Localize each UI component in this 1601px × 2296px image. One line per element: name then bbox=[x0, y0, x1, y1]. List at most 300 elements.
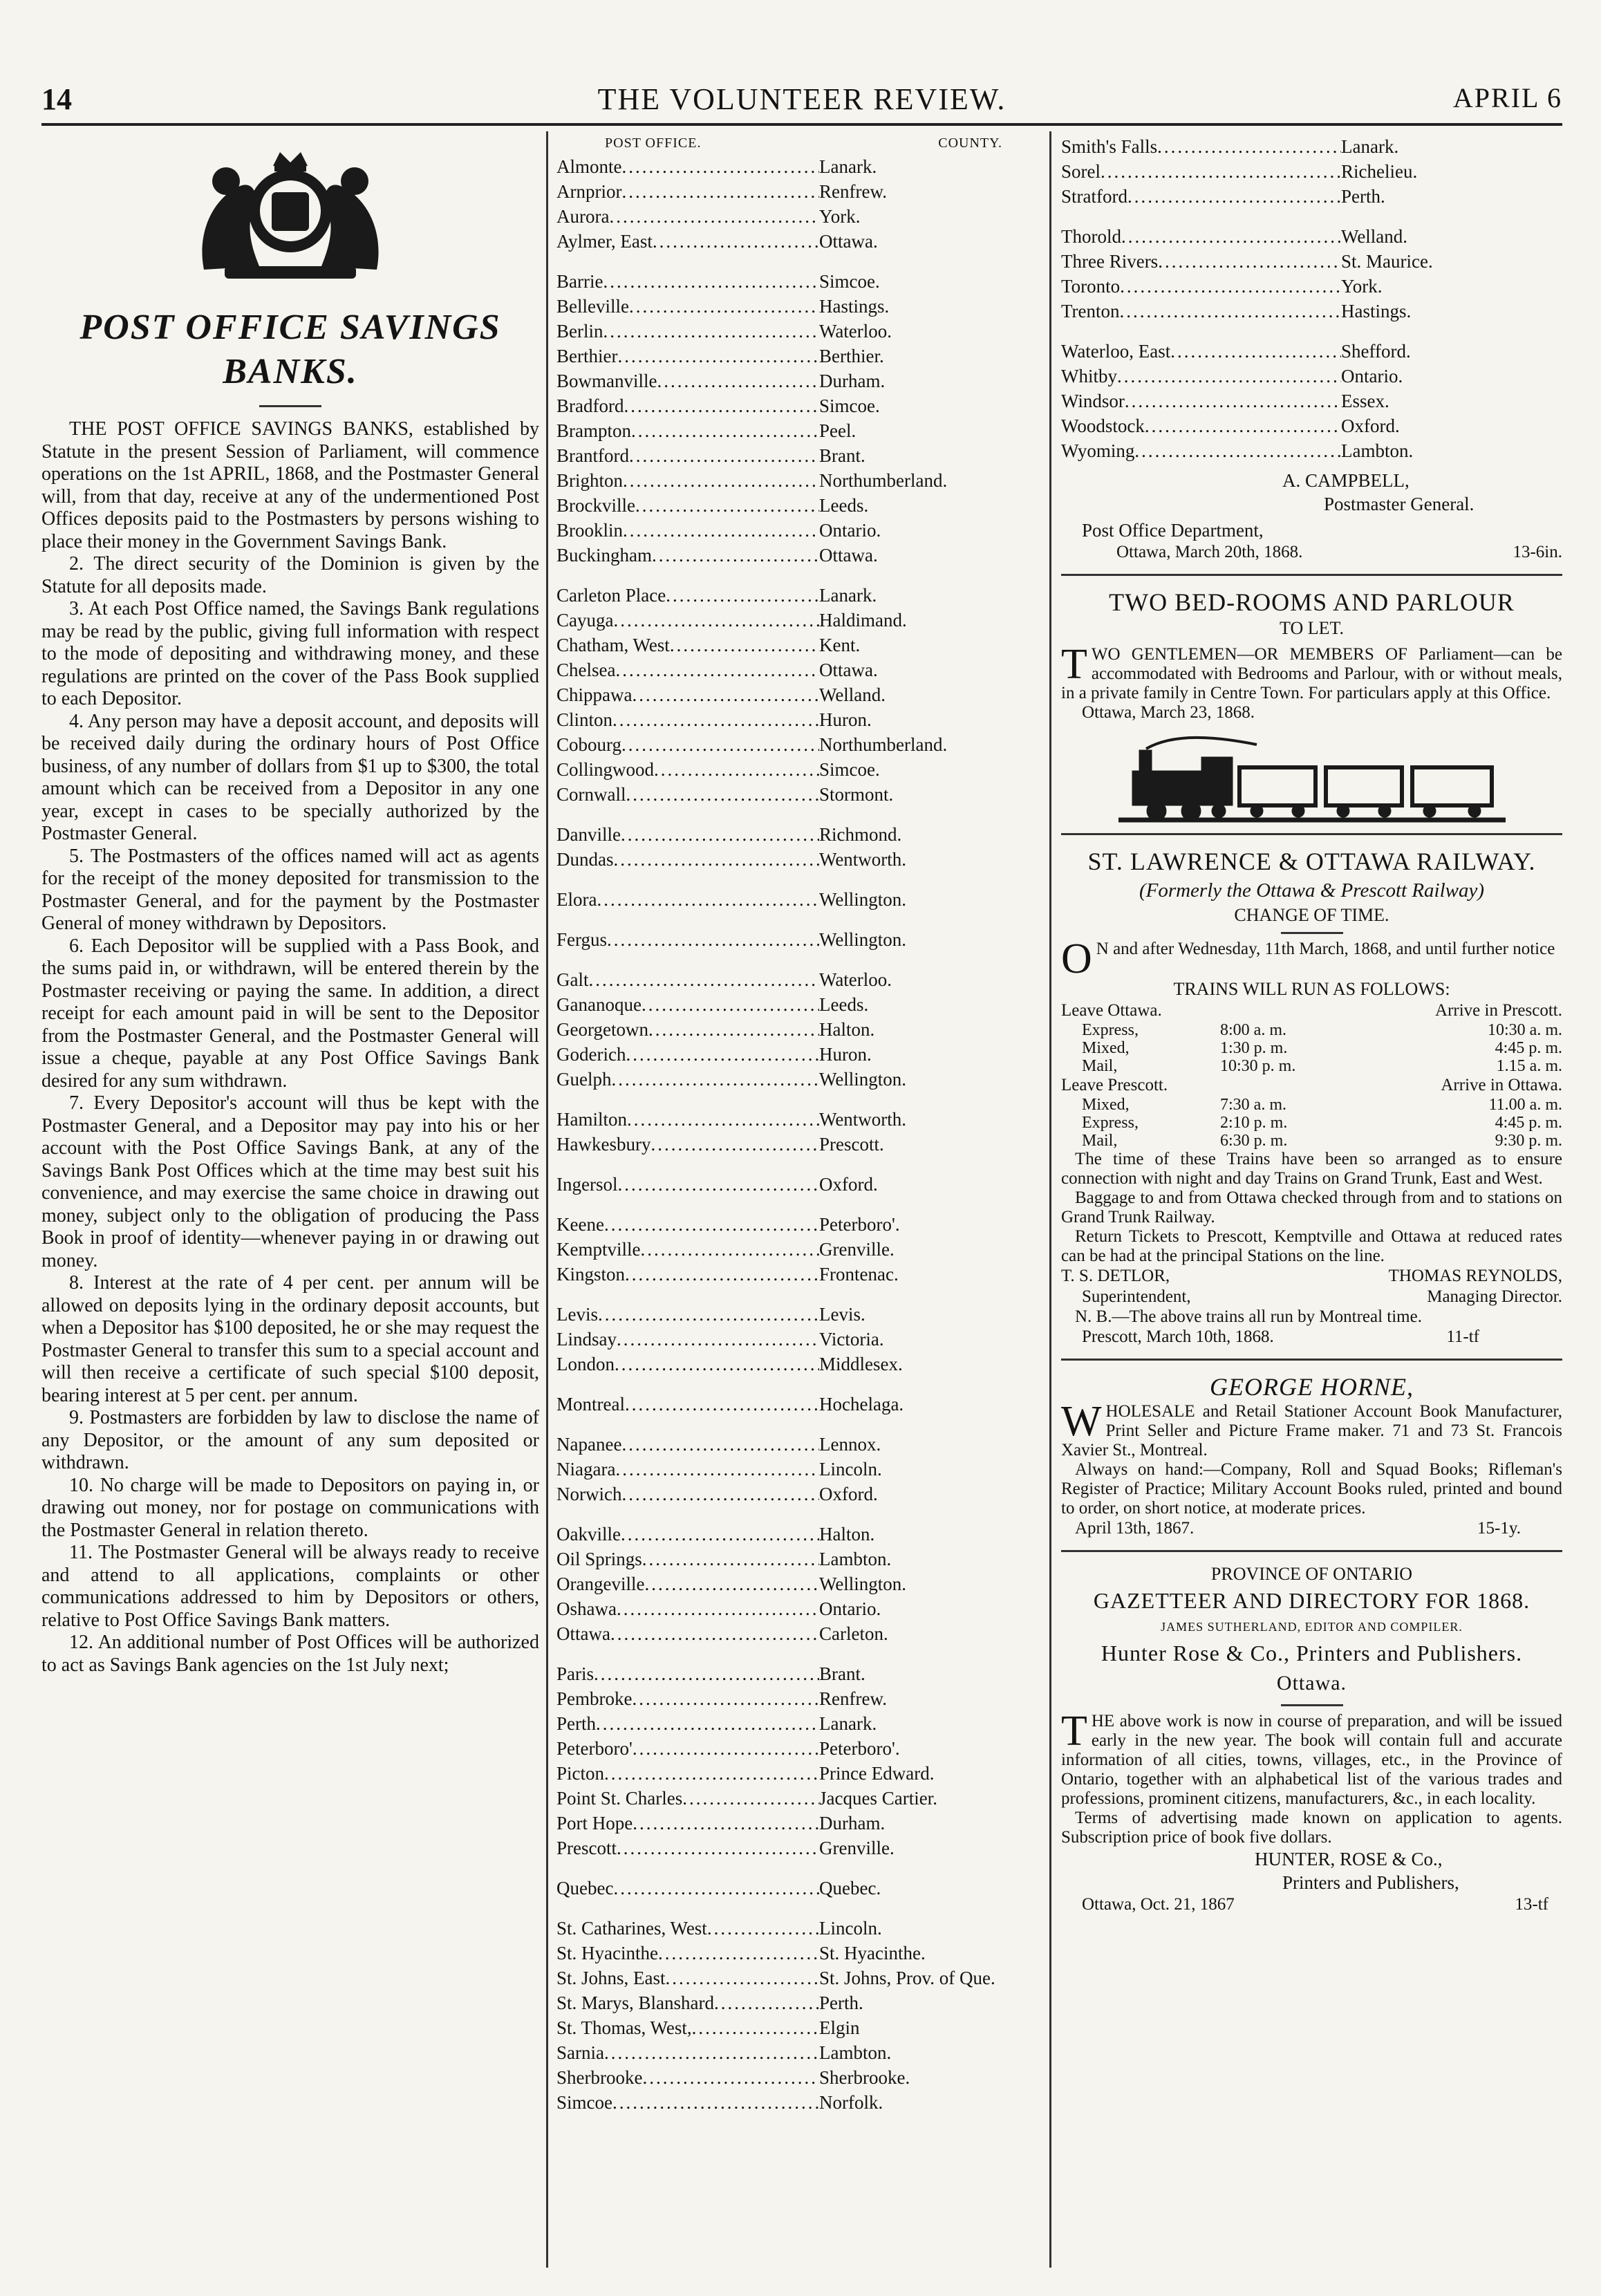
post-office-name: Barrie bbox=[556, 271, 603, 292]
post-office-name: St. Marys, Blanshard bbox=[556, 1992, 714, 2013]
gazetteer-text: HE above work is now in course of preparation, and will be issued early in the new year. The book will contain full and accurate information of all cities, towns, villages, etc., in the Province of Ontario, together with an alphabetical list of the various trades and professions, prominent citizens, manufacturers, &c., in each locality. bbox=[1061, 1712, 1562, 1808]
post-office-row bbox=[556, 1067, 1016, 1092]
signature-name: A. CAMPBELL, bbox=[1282, 470, 1410, 491]
post-office-name: Brighton bbox=[556, 470, 624, 491]
county-name: Waterloo. bbox=[819, 969, 892, 990]
county-name: York. bbox=[1341, 276, 1383, 297]
county-name: Ottawa. bbox=[819, 660, 878, 680]
post-office-row bbox=[556, 1522, 1016, 1547]
director-name: THOMAS REYNOLDS, bbox=[1388, 1267, 1562, 1285]
arrival-time: 4:45 p. m. bbox=[1495, 1114, 1562, 1132]
leader-dots bbox=[1101, 159, 1341, 184]
post-office-name: Point St. Charles bbox=[556, 1788, 683, 1809]
leader-dots bbox=[642, 2065, 819, 2090]
post-office-row bbox=[556, 1547, 1016, 1571]
post-office-row bbox=[556, 887, 1016, 912]
leader-dots bbox=[612, 707, 819, 732]
post-office-row bbox=[556, 927, 1016, 952]
leader-dots bbox=[621, 1482, 819, 1506]
leader-dots bbox=[609, 204, 819, 229]
article-title bbox=[41, 306, 539, 394]
county-name: Ontario. bbox=[819, 520, 881, 541]
leader-dots bbox=[617, 1596, 819, 1621]
railway-intro: N and after Wednesday, 11th March, 1868, and until further notice bbox=[1096, 940, 1555, 958]
article-paragraph: 3. At each Post Office named, the Savings Bank regulations may be read by the public, giving full information with respect to the mode of depositing and withdrawing money, and these regulations are printed on the cover of the Pass Book supplied to each Depositor. bbox=[41, 598, 539, 709]
leader-dots bbox=[1157, 134, 1341, 159]
leave-prescott: Leave Prescott. bbox=[1061, 1076, 1168, 1094]
gazetteer-editor: JAMES SUTHERLAND, EDITOR AND COMPILER. bbox=[1161, 1620, 1463, 1634]
post-office-name: Sarnia bbox=[556, 2042, 604, 2063]
post-office-row bbox=[1061, 249, 1562, 274]
arrival-time: 9:30 p. m. bbox=[1495, 1132, 1562, 1150]
post-office-name: Oshawa bbox=[556, 1598, 617, 1619]
county-name: Levis. bbox=[819, 1304, 865, 1325]
schedule-row bbox=[1061, 1057, 1562, 1075]
county-name: Lambton. bbox=[1341, 440, 1414, 461]
drop-cap: W bbox=[1061, 1398, 1102, 1445]
leader-dots bbox=[604, 2040, 819, 2065]
superintendent-title: Superintendent, bbox=[1082, 1287, 1191, 1306]
department-date: Ottawa, March 20th, 1868. bbox=[1116, 543, 1303, 561]
divider bbox=[1061, 1359, 1562, 1361]
article-body bbox=[41, 418, 539, 1677]
leader-dots bbox=[621, 1522, 819, 1547]
leader-dots bbox=[615, 657, 819, 682]
county-name: Lanark. bbox=[819, 1713, 877, 1734]
ad-bedrooms bbox=[1061, 587, 1562, 722]
post-office-group bbox=[556, 887, 1016, 912]
column-article bbox=[41, 131, 539, 2268]
post-office-row bbox=[556, 682, 1016, 707]
leader-dots bbox=[594, 1661, 819, 1686]
header-post-office: POST OFFICE. bbox=[605, 136, 702, 151]
post-office-name: Windsor bbox=[1061, 391, 1125, 411]
leader-dots bbox=[682, 1786, 819, 1811]
post-office-name: Sherbrooke bbox=[556, 2067, 643, 2088]
post-office-name: Goderich bbox=[556, 1044, 626, 1065]
county-name: St. Maurice. bbox=[1341, 251, 1433, 272]
county-name: Wellington. bbox=[819, 1574, 907, 1594]
post-office-row bbox=[556, 1711, 1016, 1736]
post-office-name: Bradford bbox=[556, 395, 624, 416]
leader-dots bbox=[1125, 389, 1341, 413]
post-office-row bbox=[556, 657, 1016, 682]
leader-dots bbox=[611, 1067, 819, 1092]
leader-dots bbox=[1158, 249, 1341, 274]
county-name: Brant. bbox=[819, 445, 865, 466]
post-office-list-continued bbox=[1061, 134, 1562, 463]
page-number: 14 bbox=[41, 82, 72, 116]
schedule-from-prescott bbox=[1061, 1096, 1562, 1150]
county-name: Leeds. bbox=[819, 994, 869, 1015]
leader-dots bbox=[654, 757, 819, 782]
leader-dots bbox=[1145, 413, 1341, 438]
post-office-group bbox=[556, 583, 1016, 807]
header-county: COUNTY. bbox=[938, 136, 1002, 151]
post-office-group bbox=[556, 1107, 1016, 1157]
schedule-row bbox=[1061, 1039, 1562, 1057]
county-name: Quebec. bbox=[819, 1878, 881, 1898]
arrival-time: 10:30 a. m. bbox=[1488, 1021, 1562, 1039]
column-advertisements bbox=[1061, 131, 1562, 2268]
county-name: Richmond. bbox=[819, 824, 902, 845]
leader-dots bbox=[653, 229, 819, 254]
post-office-name: Gananoque bbox=[556, 994, 642, 1015]
post-office-name: Trenton bbox=[1061, 301, 1120, 321]
gazetteer-line: PROVINCE OF ONTARIO bbox=[1210, 1564, 1413, 1584]
county-name: Carleton. bbox=[819, 1623, 888, 1644]
railway-note: Return Tickets to Prescott, Kemptville and Ottawa at reduced rates can be had at the principal Stations on the line. bbox=[1061, 1227, 1562, 1265]
leader-dots bbox=[623, 518, 819, 543]
post-office-row bbox=[556, 732, 1016, 757]
divider bbox=[1061, 1550, 1562, 1552]
county-name: Oxford. bbox=[819, 1484, 878, 1504]
post-office-name: Danville bbox=[556, 824, 621, 845]
county-name: Simcoe. bbox=[819, 271, 880, 292]
drop-cap: T bbox=[1061, 1708, 1087, 1755]
leader-dots bbox=[596, 1711, 819, 1736]
post-office-name: Norwich bbox=[556, 1484, 622, 1504]
leader-dots bbox=[621, 822, 819, 847]
railway-date: Prescott, March 10th, 1868. bbox=[1082, 1327, 1274, 1346]
post-office-name: London bbox=[556, 1354, 615, 1374]
post-office-row bbox=[556, 1966, 1016, 1990]
post-office-row bbox=[556, 822, 1016, 847]
post-office-name: Arnprior bbox=[556, 181, 622, 202]
post-office-row bbox=[556, 1686, 1016, 1711]
post-office-name: Clinton bbox=[556, 709, 613, 730]
leader-dots bbox=[613, 608, 819, 633]
county-name: Lennox. bbox=[819, 1434, 881, 1455]
post-office-name: Kingston bbox=[556, 1264, 626, 1285]
gazetteer-ref: 13-tf bbox=[1515, 1895, 1548, 1914]
leader-dots bbox=[614, 847, 820, 872]
horne-title: GEORGE HORNE, bbox=[1210, 1373, 1414, 1401]
post-office-name: Almonte bbox=[556, 156, 622, 177]
post-office-row bbox=[556, 443, 1016, 468]
leader-dots bbox=[625, 1392, 819, 1417]
leader-dots bbox=[707, 1916, 819, 1941]
arrival-time: 1.15 a. m. bbox=[1496, 1057, 1562, 1075]
post-office-row bbox=[556, 1302, 1016, 1327]
post-office-row bbox=[556, 154, 1016, 179]
post-office-row bbox=[556, 393, 1016, 418]
county-name: Northumberland. bbox=[819, 470, 948, 491]
gazetteer-title: GAZETTEER AND DIRECTORY FOR 1868. bbox=[1093, 1588, 1530, 1613]
locomotive-illustration-icon bbox=[1118, 729, 1506, 826]
post-office-row bbox=[1061, 224, 1562, 249]
leader-dots bbox=[627, 1107, 819, 1132]
county-name: Wellington. bbox=[819, 1069, 907, 1090]
post-office-row bbox=[556, 633, 1016, 657]
county-name: Grenville. bbox=[819, 1838, 895, 1858]
post-office-row bbox=[556, 204, 1016, 229]
leader-dots bbox=[604, 1761, 819, 1786]
county-name: Hastings. bbox=[819, 296, 890, 317]
post-office-row bbox=[556, 2015, 1016, 2040]
leader-dots bbox=[607, 927, 819, 952]
post-office-name: Ottawa bbox=[556, 1623, 610, 1644]
post-office-name: Waterloo, East bbox=[1061, 341, 1171, 362]
post-office-name: Fergus bbox=[556, 929, 608, 950]
post-office-group bbox=[556, 1172, 1016, 1197]
post-office-row bbox=[556, 418, 1016, 443]
post-office-group bbox=[556, 154, 1016, 254]
article-paragraph: 7. Every Depositor's account will thus be kept with the Postmaster General, and a Depositor may pay into his or her account with the Post Office Savings Bank, at any of the Savings Bank Post Offices which at the time may best suit his convenience, and may exercise the same choice in drawing out money, subject only to the obligation of producing the Pass Book in proof of identity—whenever paying in or drawing out money. bbox=[41, 1092, 539, 1271]
horne-ref: 15-1y. bbox=[1477, 1519, 1521, 1538]
post-office-name: Brampton bbox=[556, 420, 631, 441]
county-name: Waterloo. bbox=[819, 321, 892, 342]
county-name: Welland. bbox=[1341, 226, 1408, 247]
county-name: Halton. bbox=[819, 1524, 875, 1544]
post-office-group bbox=[556, 1661, 1016, 1860]
county-name: Lambton. bbox=[819, 1549, 892, 1569]
post-office-name: Pembroke bbox=[556, 1688, 633, 1709]
post-office-name: Hawkesbury bbox=[556, 1134, 651, 1155]
county-name: Northumberland. bbox=[819, 734, 948, 755]
post-office-row bbox=[556, 319, 1016, 344]
drop-cap: O bbox=[1061, 935, 1092, 982]
train-type: Express, bbox=[1082, 1114, 1139, 1132]
post-office-name: Wyoming bbox=[1061, 440, 1135, 461]
gazetteer-signature: HUNTER, ROSE & Co., bbox=[1255, 1849, 1443, 1869]
leader-dots bbox=[635, 493, 819, 518]
leader-dots bbox=[621, 732, 819, 757]
postmaster-signature bbox=[1061, 469, 1562, 563]
post-office-row bbox=[556, 1761, 1016, 1786]
departure-time: 8:00 a. m. bbox=[1220, 1021, 1286, 1039]
post-office-group bbox=[556, 822, 1016, 872]
post-office-row bbox=[556, 967, 1016, 992]
post-office-name: Ingersol bbox=[556, 1174, 618, 1195]
post-office-group bbox=[556, 1392, 1016, 1417]
post-office-row bbox=[556, 344, 1016, 368]
director-title: Managing Director. bbox=[1427, 1287, 1562, 1306]
train-type: Mixed, bbox=[1082, 1096, 1130, 1114]
leader-dots bbox=[642, 1547, 819, 1571]
post-office-row bbox=[556, 2065, 1016, 2090]
post-office-name: Brooklin bbox=[556, 520, 624, 541]
post-office-row bbox=[556, 1352, 1016, 1376]
post-office-row bbox=[556, 1107, 1016, 1132]
ad-railway bbox=[1061, 846, 1562, 1347]
county-name: Leeds. bbox=[819, 495, 869, 516]
leader-dots bbox=[603, 269, 819, 294]
post-office-row bbox=[556, 1876, 1016, 1901]
post-office-name: Chatham, West bbox=[556, 635, 670, 655]
post-office-row bbox=[1061, 299, 1562, 324]
post-office-name: Three Rivers bbox=[1061, 251, 1159, 272]
railway-change: CHANGE OF TIME. bbox=[1234, 905, 1389, 925]
leader-dots bbox=[613, 1876, 819, 1901]
schedule-row bbox=[1061, 1096, 1562, 1114]
post-office-name: Niagara bbox=[556, 1459, 616, 1480]
post-office-name: Buckingham bbox=[556, 545, 652, 566]
train-type: Mixed, bbox=[1082, 1039, 1130, 1057]
post-office-name: Kemptville bbox=[556, 1239, 641, 1260]
county-name: Victoria. bbox=[819, 1329, 884, 1350]
post-office-group bbox=[556, 967, 1016, 1092]
leader-dots bbox=[615, 1352, 819, 1376]
gazetteer-city: Ottawa. bbox=[1276, 1672, 1347, 1695]
county-name: Wellington. bbox=[819, 889, 907, 910]
post-office-name: Oil Springs bbox=[556, 1549, 642, 1569]
horne-text: Always on hand:—Company, Roll and Squad Books; Rifleman's Register of Practice; Military Account Books ruled, printed and bound to order, on short notice, at moderate prices. bbox=[1061, 1460, 1562, 1518]
post-office-name: Sorel bbox=[1061, 161, 1101, 182]
county-name: Shefford. bbox=[1341, 341, 1411, 362]
departure-time: 6:30 p. m. bbox=[1220, 1132, 1288, 1150]
post-office-row bbox=[1061, 389, 1562, 413]
leader-dots bbox=[1134, 438, 1341, 463]
post-office-row bbox=[556, 294, 1016, 319]
leader-dots bbox=[632, 1686, 819, 1711]
post-office-row bbox=[556, 368, 1016, 393]
post-office-group bbox=[556, 1212, 1016, 1287]
post-office-name: Orangeville bbox=[556, 1574, 645, 1594]
county-name: Wentworth. bbox=[819, 1109, 907, 1130]
schedule-row bbox=[1061, 1021, 1562, 1039]
post-office-row bbox=[556, 1172, 1016, 1197]
county-name: Simcoe. bbox=[819, 759, 880, 780]
divider bbox=[1281, 1704, 1343, 1706]
county-name: Renfrew. bbox=[819, 1688, 887, 1709]
gazetteer-date: Ottawa, Oct. 21, 1867 bbox=[1082, 1895, 1235, 1914]
leader-dots bbox=[622, 154, 820, 179]
county-name: Grenville. bbox=[819, 1239, 895, 1260]
post-office-row bbox=[556, 1457, 1016, 1482]
post-office-name: Berlin bbox=[556, 321, 603, 342]
department-ref: 13-6in. bbox=[1513, 543, 1562, 561]
article-paragraph: 6. Each Depositor will be supplied with a Pass Book, and the sums paid in, or withdrawn, will be entered therein by the Postmaster receiving or paying the same. In addition, a direct receipt for each amount paid in will be sent to the Depositor from the Postmaster General, and the Postmaster General will issue a cheque, payable at any Post Office Savings Bank desired for any sum withdrawn. bbox=[41, 935, 539, 1092]
county-name: Essex. bbox=[1341, 391, 1389, 411]
post-office-name: Perth bbox=[556, 1713, 596, 1734]
royal-arms-crest-icon bbox=[176, 138, 404, 290]
ad-gazetteer bbox=[1061, 1563, 1562, 1915]
railway-title: ST. LAWRENCE & OTTAWA RAILWAY. bbox=[1087, 848, 1536, 875]
post-office-row bbox=[556, 179, 1016, 204]
post-office-row bbox=[556, 1327, 1016, 1352]
county-name: Ontario. bbox=[819, 1598, 881, 1619]
leader-dots bbox=[633, 1811, 819, 1836]
post-office-group bbox=[556, 1432, 1016, 1506]
railway-formerly: (Formerly the Ottawa & Prescott Railway) bbox=[1139, 879, 1485, 902]
railway-note: Baggage to and from Ottawa checked through from and to stations on Grand Trunk Railway. bbox=[1061, 1188, 1562, 1226]
post-office-row bbox=[556, 2040, 1016, 2065]
post-office-name: Picton bbox=[556, 1763, 605, 1784]
train-type: Express, bbox=[1082, 1021, 1139, 1039]
county-name: Durham. bbox=[819, 371, 886, 391]
arrival-time: 4:45 p. m. bbox=[1495, 1039, 1562, 1057]
county-name: Berthier. bbox=[819, 346, 884, 366]
post-office-name: Brantford bbox=[556, 445, 629, 466]
leader-dots bbox=[629, 294, 819, 319]
post-office-row bbox=[556, 1621, 1016, 1646]
leader-dots bbox=[624, 393, 819, 418]
ad-text: WO GENTLEMEN—OR MEMBERS OF Parliament—can be accommodated with Bedrooms and Parlour, with or without meals, in a private family in Centre Town. For particulars apply at this Office. bbox=[1061, 645, 1562, 702]
county-name: Peterboro'. bbox=[819, 1738, 900, 1759]
county-name: Lambton. bbox=[819, 2042, 892, 2063]
leader-dots bbox=[617, 1172, 819, 1197]
divider bbox=[1281, 932, 1343, 934]
leader-dots bbox=[642, 992, 819, 1017]
post-office-name: Toronto bbox=[1061, 276, 1121, 297]
post-office-row bbox=[556, 992, 1016, 1017]
post-office-name: Elora bbox=[556, 889, 597, 910]
leader-dots bbox=[648, 1017, 819, 1042]
post-office-row bbox=[556, 468, 1016, 493]
leader-dots bbox=[714, 1990, 819, 2015]
railway-nb: N. B.—The above trains all run by Montreal time. bbox=[1075, 1307, 1422, 1326]
county-name: Haldimand. bbox=[819, 610, 907, 631]
leader-dots bbox=[666, 583, 819, 608]
county-name: Hochelaga. bbox=[819, 1394, 904, 1415]
post-office-row bbox=[556, 269, 1016, 294]
post-office-row bbox=[556, 518, 1016, 543]
leader-dots bbox=[621, 179, 819, 204]
county-name: Sherbrooke. bbox=[819, 2067, 910, 2088]
departure-time: 10:30 p. m. bbox=[1220, 1057, 1296, 1075]
horne-text: HOLESALE and Retail Stationer Account Book Manufacturer, Print Seller and Picture Frame maker. 71 and 73 St. Francois Xavier St., Montreal. bbox=[1061, 1402, 1562, 1459]
county-name: Prescott. bbox=[819, 1134, 884, 1155]
railway-note: The time of these Trains have been so arranged as to ensure connection with night and day Trains on Grand Trunk, East and West. bbox=[1061, 1150, 1562, 1188]
article-paragraph: THE POST OFFICE SAVINGS BANKS, established by Statute in the present Session of Parliament, will commence operations on the 1st APRIL, 1868, and the Postmaster General will, from that day, receive at any of the undermentioned Post Offices deposits paid to the Postmasters by persons wishing to place their money in the Government Savings Bank. bbox=[41, 418, 539, 552]
post-office-row bbox=[1061, 134, 1562, 159]
post-office-row bbox=[1061, 438, 1562, 463]
county-name: Durham. bbox=[819, 1813, 886, 1833]
post-office-row bbox=[556, 543, 1016, 568]
railway-ref: 11-tf bbox=[1446, 1327, 1479, 1346]
post-office-table-header bbox=[556, 136, 1016, 151]
post-office-name: St. Thomas, West, bbox=[556, 2017, 692, 2038]
post-office-row bbox=[1061, 274, 1562, 299]
gazetteer-publisher: Hunter Rose & Co., Printers and Publishers. bbox=[1101, 1641, 1523, 1665]
county-name: Jacques Cartier. bbox=[819, 1788, 937, 1809]
leader-dots bbox=[640, 1237, 819, 1262]
county-name: Renfrew. bbox=[819, 181, 887, 202]
county-name: Oxford. bbox=[1341, 416, 1400, 436]
post-office-name: Hamilton bbox=[556, 1109, 627, 1130]
leader-dots bbox=[610, 1621, 819, 1646]
post-office-row bbox=[556, 1916, 1016, 1941]
county-name: Wellington. bbox=[819, 929, 907, 950]
post-office-row bbox=[556, 1432, 1016, 1457]
ad-date: Ottawa, March 23, 1868. bbox=[1082, 703, 1255, 722]
leader-dots bbox=[612, 2090, 819, 2115]
post-office-group bbox=[1061, 134, 1562, 209]
county-name: Welland. bbox=[819, 684, 886, 705]
county-name: Huron. bbox=[819, 709, 872, 730]
article-paragraph: 8. Interest at the rate of 4 per cent. per annum will be allowed on deposits lying in the ordinary deposit accounts, but when a Depositor has $100 deposited, he or she may request the Postmaster General to transfer this sum to a special account and will then receive a certificate of such special $100 deposit, bearing interest at 5 per cent. per annum. bbox=[41, 1272, 539, 1406]
divider bbox=[259, 405, 321, 407]
county-name: Peterboro'. bbox=[819, 1214, 900, 1235]
post-office-list bbox=[556, 154, 1016, 2115]
post-office-name: Napanee bbox=[556, 1434, 622, 1455]
post-office-group bbox=[556, 927, 1016, 952]
post-office-row bbox=[556, 1237, 1016, 1262]
leader-dots bbox=[626, 782, 820, 807]
post-office-name: Woodstock bbox=[1061, 416, 1145, 436]
leader-dots bbox=[1117, 364, 1341, 389]
post-office-row bbox=[556, 1017, 1016, 1042]
county-name: Elgin bbox=[819, 2017, 860, 2038]
leader-dots bbox=[652, 543, 819, 568]
post-office-name: Bowmanville bbox=[556, 371, 657, 391]
post-office-row bbox=[556, 757, 1016, 782]
article-paragraph: 12. An additional number of Post Offices will be authorized to act as Savings Bank agencies on the 1st July next; bbox=[41, 1632, 539, 1676]
leader-dots bbox=[626, 1042, 819, 1067]
leader-dots bbox=[658, 1941, 819, 1966]
post-office-name: Smith's Falls bbox=[1061, 136, 1158, 157]
